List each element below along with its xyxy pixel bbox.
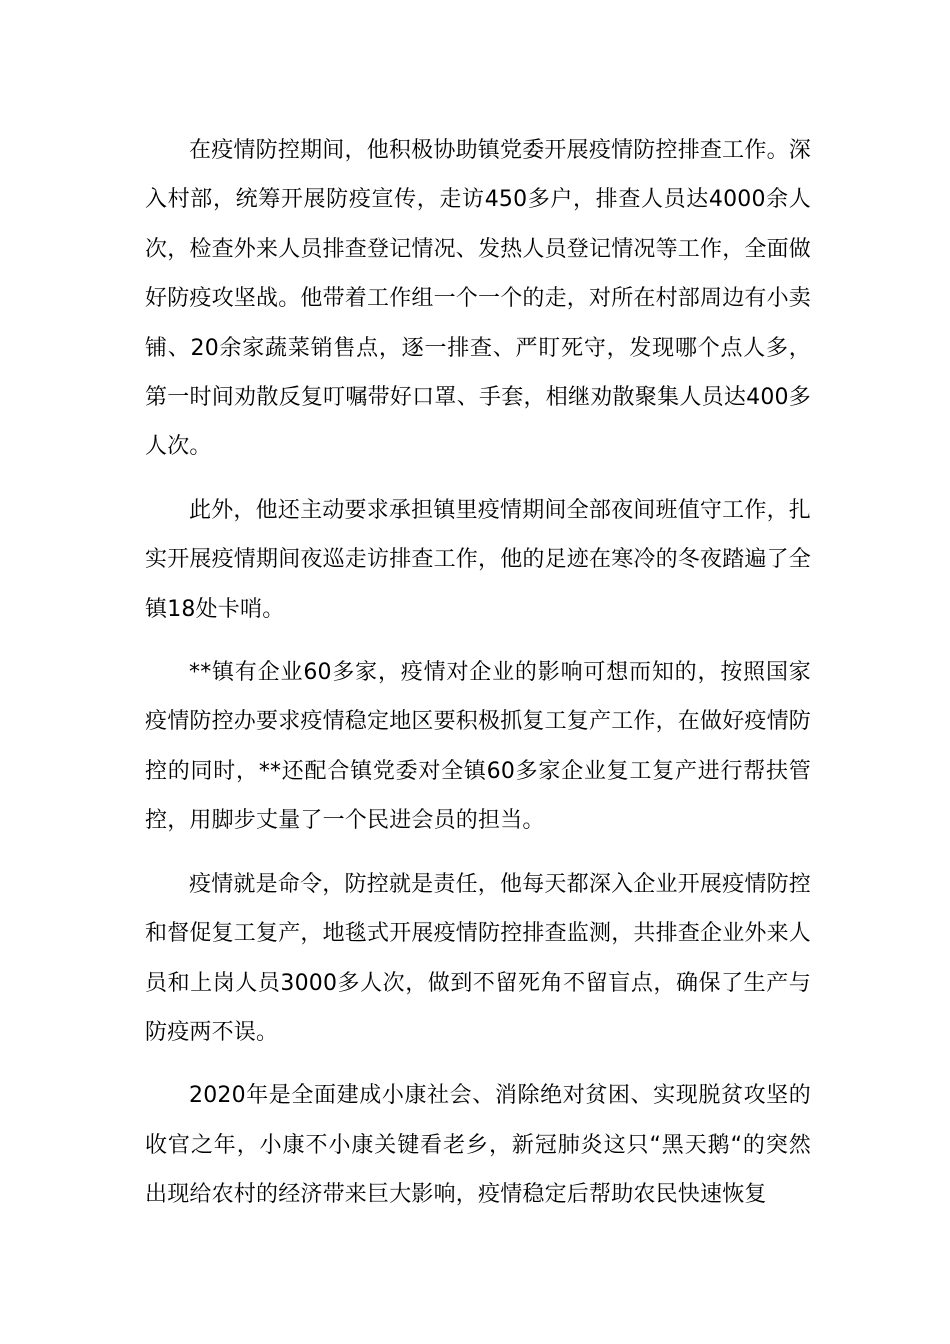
paragraph-poverty-alleviation: 2020年是全面建成小康社会、消除绝对贫困、实现脱贫攻坚的收官之年，小康不小康关键看老乡，新冠肺炎这只“黑天鹅“的突然出现给农村的经济带来巨大影响，疫情稳定后帮助农民快速恢复 [145, 1083, 811, 1208]
document-body [145, 126, 811, 1234]
paragraph-night-patrol: 此外，他还主动要求承担镇里疫情期间全部夜间班值守工作，扎实开展疫情期间夜巡走访排查工作，他的足迹在寒冷的冬夜踏遍了全镇18处卡哨。 [145, 497, 812, 622]
paragraph-enterprise-monitoring: 疫情就是命令，防控就是责任，他每天都深入企业开展疫情防控和督促复工复产，地毯式开展疫情防控排查监测，共排查企业外来人员和上岗人员3000多人次，做到不留死角不留盲点，确保了生产与防疫两不误。 [145, 871, 812, 1045]
paragraph-epidemic-screening: 在疫情防控期间，他积极协助镇党委开展疫情防控排查工作。深入村部，统筹开展防疫宣传，走访450多户，排查人员达4000余人次，检查外来人员排查登记情况、发热人员登记情况等工作，全面做好防疫攻坚战。他带着工作组一个一个的走，对所在村部周边有小卖铺、20余家蔬菜销售点，逐一排查、严盯死守，发现哪个点人多，第一时间劝散反复叮嘱带好口罩、手套，相继劝散聚集人员达400多人次。 [145, 138, 812, 460]
paragraph-enterprise-resumption: **镇有企业60多家，疫情对企业的影响可想而知的，按照国家疫情防控办要求疫情稳定地区要积极抓复工复产工作，在做好疫情防控的同时，**还配合镇党委对全镇60多家企业复工复产进行帮扶管控，用脚步丈量了一个民进会员的担当。 [145, 660, 812, 834]
